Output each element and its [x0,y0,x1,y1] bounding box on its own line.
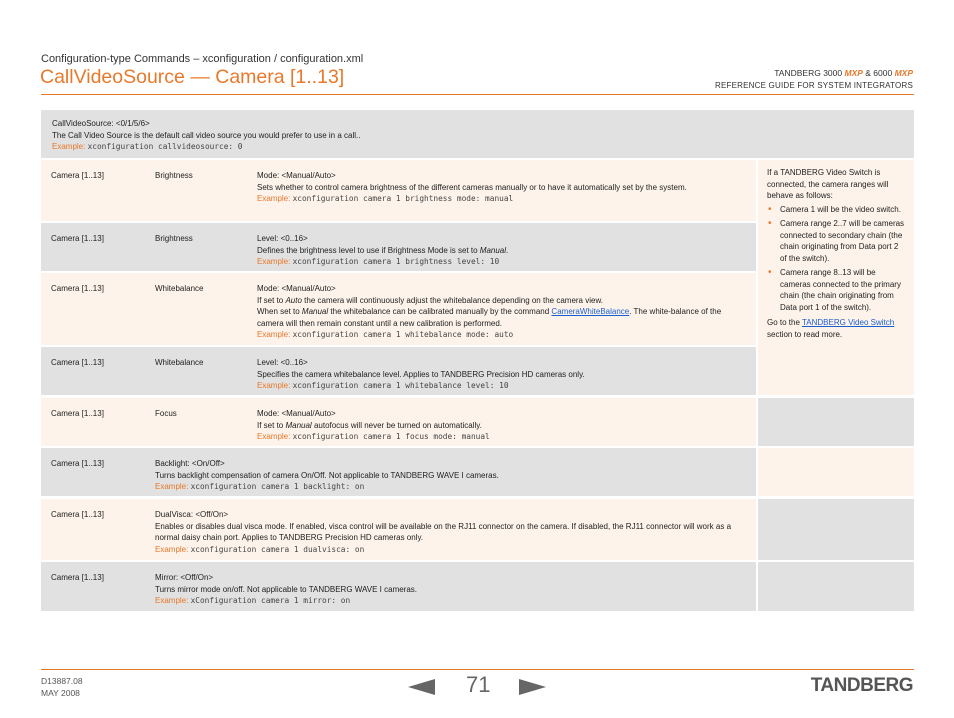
param-name: Mode: <Manual/Auto> [257,171,336,180]
param-description: Sets whether to control camera brightness of the different cameras manually or to have it automatically set by the system. [257,182,687,192]
next-page-arrow-icon[interactable] [519,679,546,695]
page-title: CallVideoSource — Camera [1..13] [40,66,345,88]
row-label: Camera [1..13] [41,160,145,221]
tandberg-logo: TANDBERG [810,675,913,696]
param-example: Example: xConfiguration camera 1 mirror: on [155,596,351,606]
row-label: Camera [1..13] [41,562,145,611]
product-name: TANDBERG 3000 MXP & 6000 MXP [774,68,913,78]
row-content [247,160,756,221]
param-name: DualVisca: <Off/On> [155,510,229,519]
param-example: Example: xconfiguration camera 1 backlight: on [155,482,365,492]
note-bullet: • Camera range 8..13 will be cameras connected to the primary chain (the chain originating from Data port 1 of the switch). [780,267,905,313]
intro-description: The Call Video Source is the default call video source you would prefer to use in a call.. [52,130,361,140]
row-label: Camera [1..13] [41,347,145,395]
intro-section [41,110,914,158]
video-switch-note [758,160,914,395]
empty-note-cell [758,448,914,496]
footer-divider [41,669,914,670]
row-label: Camera [1..13] [41,398,145,446]
param-description: Enables or disables dual visca mode. If enabled, visca control will be available on the RJ11 connector on the camera. If disabled, the RJ11 connector will work as a normal daisy chain port. Applies to TANDBERG Precision HD cameras only. [155,521,732,543]
header-divider [41,94,914,95]
param-example: Example: xconfiguration camera 1 brightness level: 10 [257,257,500,267]
row-label: Camera [1..13] [41,448,145,496]
row-content [145,562,756,611]
param-name: Mode: <Manual/Auto> [257,284,336,293]
note-goto: Go to the TANDBERG Video Switch section to read more. [767,318,895,339]
param-example: Example: xconfiguration camera 1 whitebalance level: 10 [257,381,509,391]
param-name: Mode: <Manual/Auto> [257,409,336,418]
param-description: If set to Auto the camera will continuously adjust the whitebalance depending on the camera view. [257,295,604,305]
row-content [145,448,756,496]
empty-note-cell [758,562,914,611]
param-description: When set to Manual the whitebalance can be calibrated manually by the command CameraWhiteBalance. The white-balance of the camera will then remain constant until a new calibration is performed. [257,307,722,328]
row-sublabel: Brightness [145,160,247,221]
tandberg-video-switch-link[interactable]: TANDBERG Video Switch [802,318,895,327]
row-content [145,499,756,560]
row-content [247,273,756,345]
row-content [247,398,756,446]
param-name: Level: <0..16> [257,358,308,367]
guide-name: REFERENCE GUIDE FOR SYSTEM INTEGRATORS [715,81,913,90]
note-bullet: • Camera range 2..7 will be cameras connected to secondary chain (the chain originating from Data port 2 of the switch). [780,218,905,264]
document-date: MAY 2008 [41,688,80,698]
row-label: Camera [1..13] [41,273,145,345]
param-name: Backlight: <On/Off> [155,459,225,468]
row-content [247,223,756,271]
param-example: Example: xconfiguration camera 1 brightness mode: manual [257,194,514,204]
note-bullet: • Camera 1 will be the video switch. [780,204,905,216]
row-sublabel: Focus [145,398,247,446]
empty-note-cell [758,499,914,560]
breadcrumb: Configuration-type Commands – xconfiguration / configuration.xml [41,53,364,65]
note-list [767,204,905,314]
param-name: Level: <0..16> [257,234,308,243]
param-description: If set to Manual autofocus will never be turned on automatically. [257,420,482,430]
intro-example: Example: xconfiguration callvideosource: 0 [52,142,243,151]
row-sublabel: Whitebalance [145,273,247,345]
row-sublabel: Brightness [145,223,247,271]
row-content [247,347,756,395]
param-example: Example: xconfiguration camera 1 focus mode: manual [257,432,490,442]
row-sublabel: Whitebalance [145,347,247,395]
param-description: Specifies the camera whitebalance level. Applies to TANDBERG Precision HD cameras only. [257,369,585,379]
page-number: 71 [466,672,491,697]
intro-command: CallVideoSource: <0/1/5/6> [52,119,150,128]
param-description: Turns mirror mode on/off. Not applicable to TANDBERG WAVE I cameras. [155,584,418,594]
camerawhitebalance-link[interactable]: CameraWhiteBalance [551,307,630,317]
document-info [41,675,83,699]
param-name: Mirror: <Off/On> [155,573,214,582]
row-label: Camera [1..13] [41,499,145,560]
document-id: D13887.08 [41,676,83,686]
param-example: Example: xconfiguration camera 1 whitebalance mode: auto [257,330,514,340]
previous-page-arrow-icon[interactable] [408,679,435,695]
row-label: Camera [1..13] [41,223,145,271]
param-description: Turns backlight compensation of camera On/Off. Not applicable to TANDBERG WAVE I cameras. [155,470,499,480]
note-intro: If a TANDBERG Video Switch is connected, the camera ranges will behave as follows: [767,168,889,200]
param-example: Example: xconfiguration camera 1 dualvisca: on [155,544,365,554]
empty-note-cell [758,398,914,446]
param-description: Defines the brightness level to use if Brightness Mode is set to Manual. [257,245,509,255]
